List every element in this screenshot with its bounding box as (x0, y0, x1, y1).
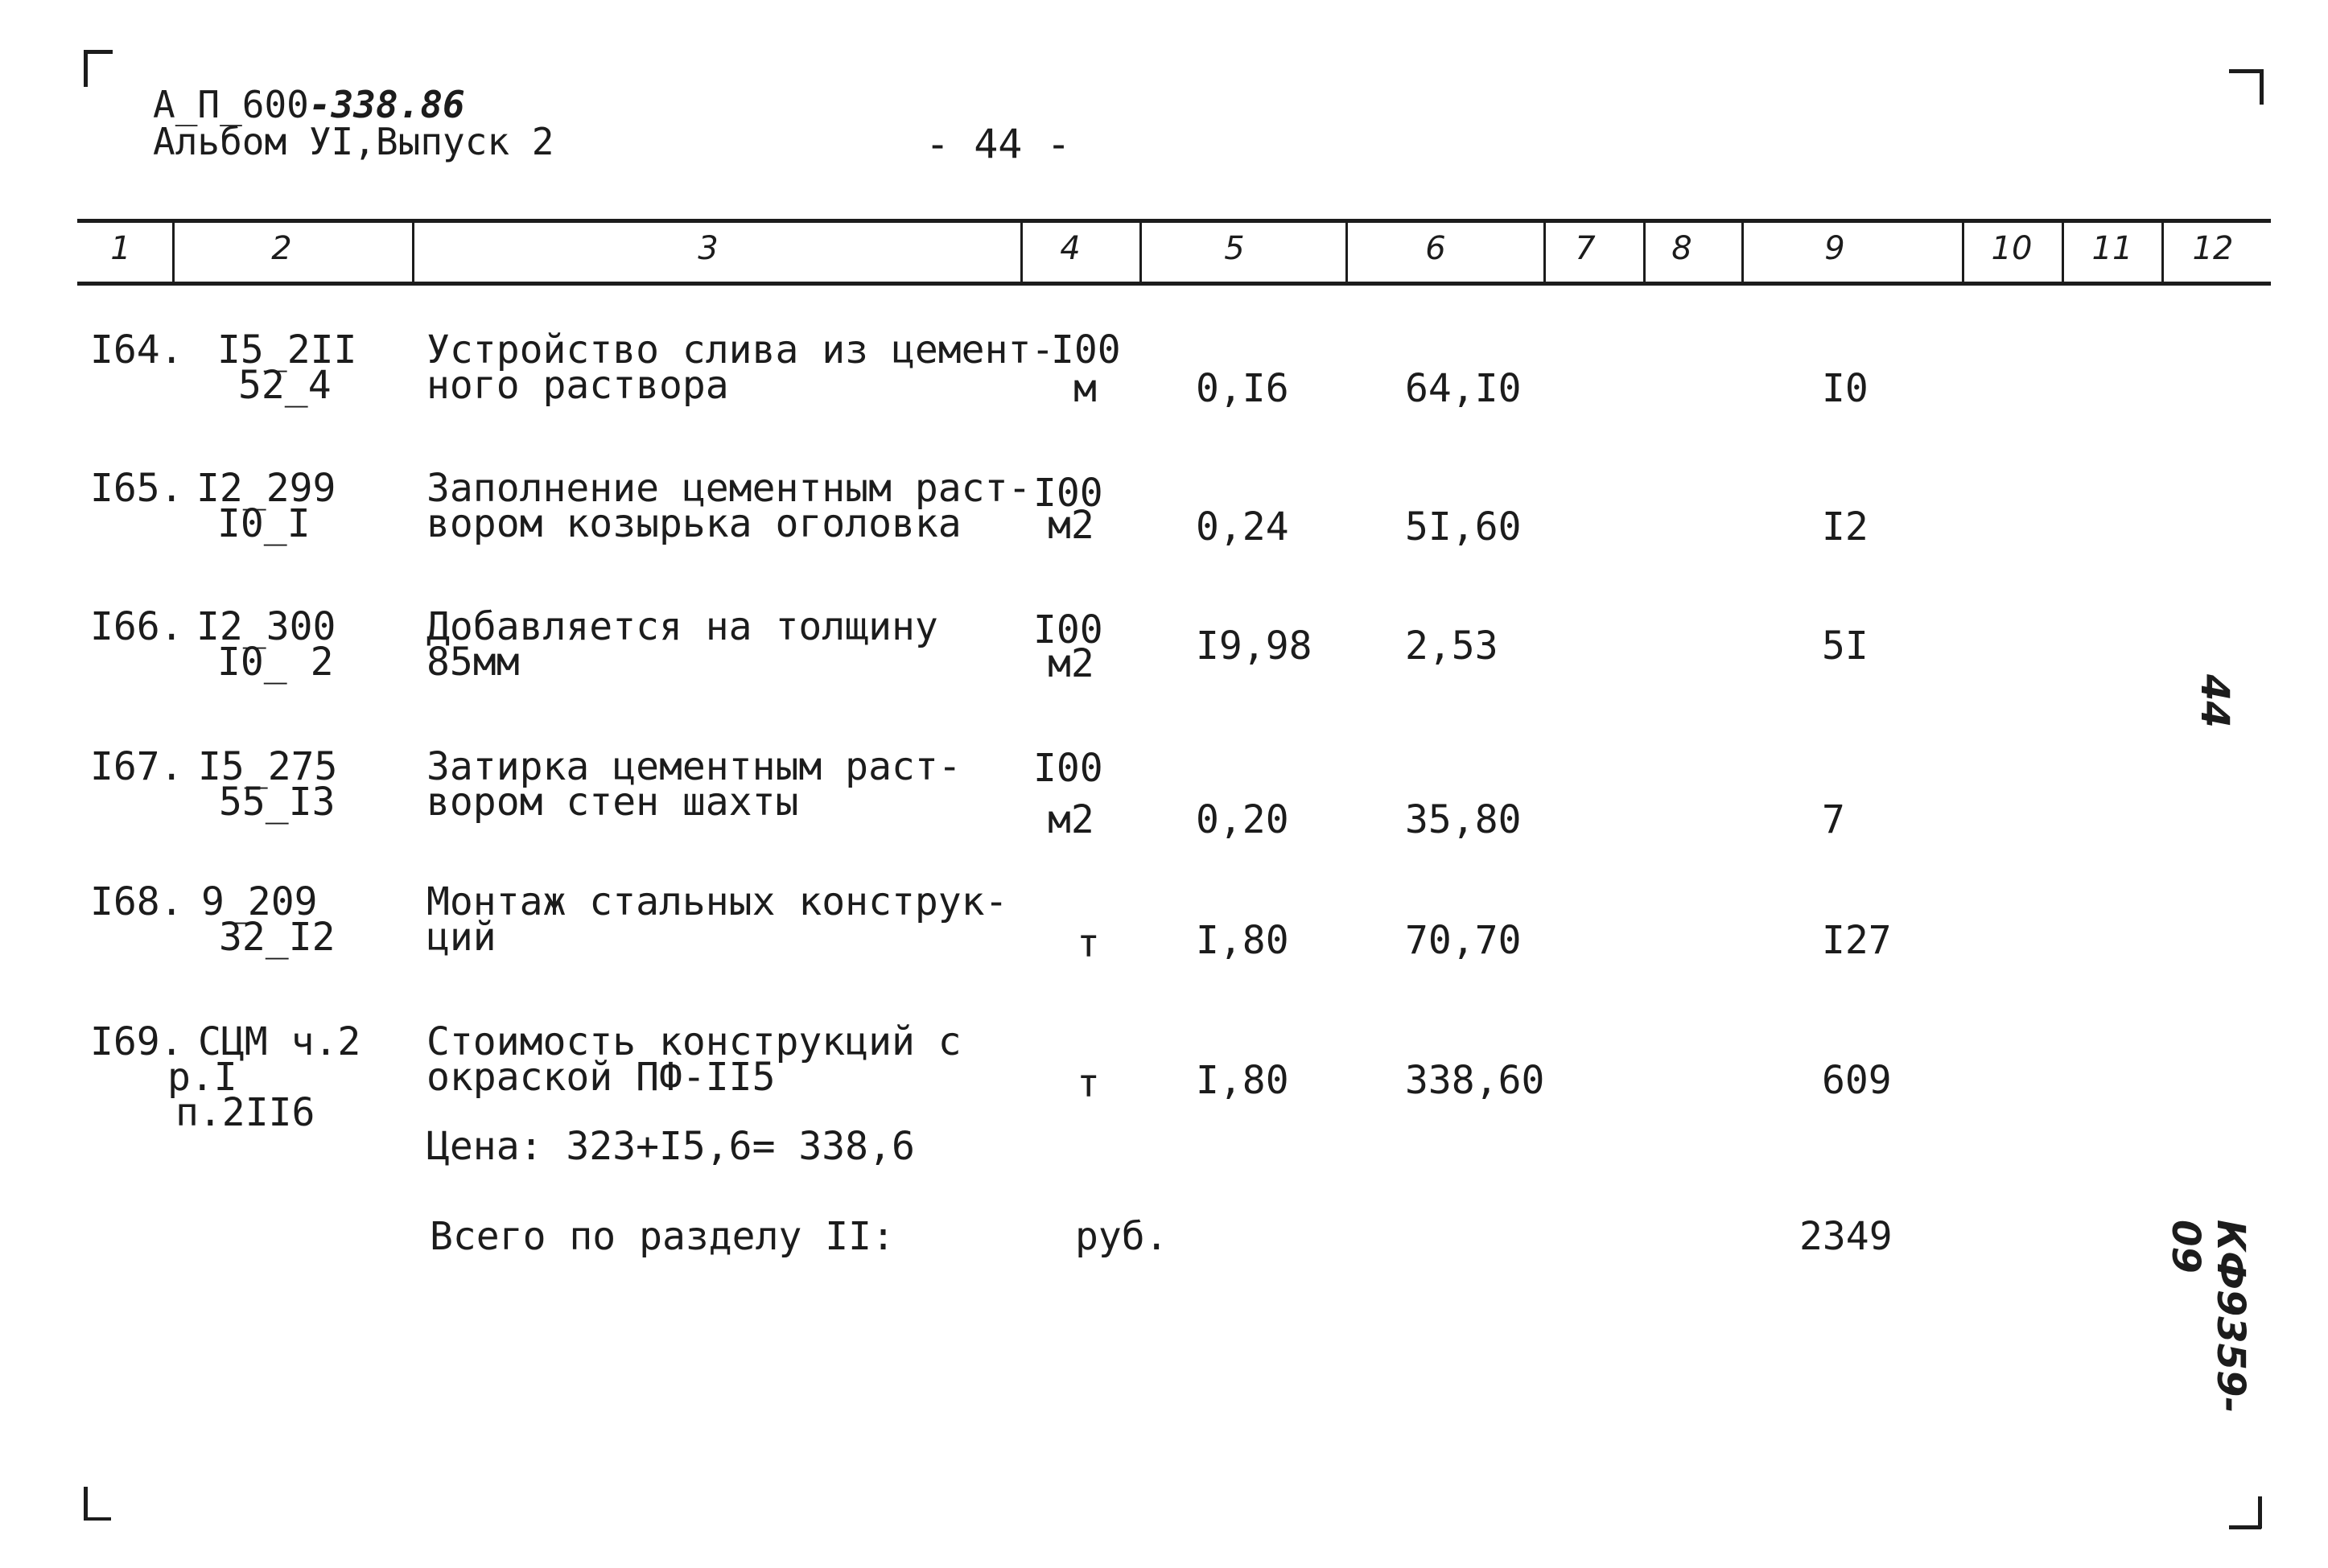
column-number: 8 (1671, 230, 1692, 267)
col-divider-8 (1741, 221, 1744, 286)
row-number: I64. (90, 327, 183, 372)
corner-mark-bottom-right-h (2229, 1525, 2261, 1529)
row-code-line: I2_299 (196, 466, 336, 511)
row-description-line: Заполнение цементным раст- (426, 466, 1032, 511)
corner-mark-top-left-h (84, 50, 113, 54)
document-code (153, 85, 465, 124)
corner-mark-bottom-left (84, 1487, 88, 1521)
document-code-handwritten: -338.86 (308, 83, 465, 126)
row-unit-line: I00 (1033, 607, 1103, 652)
row-total: 609 (1822, 1058, 1892, 1103)
row-unit-line: I00 (1051, 327, 1121, 372)
row-price: 5I,60 (1405, 504, 1522, 549)
col-divider-1 (172, 221, 175, 286)
row-quantity: I,80 (1196, 1058, 1289, 1103)
summary-total: 2349 (1799, 1214, 1893, 1259)
row-unit-line: т (1077, 921, 1100, 966)
row-code-line: I0_ 2 (217, 640, 334, 685)
row-unit-line: I00 (1033, 746, 1103, 791)
row-price: 2,53 (1405, 623, 1498, 669)
row-description-line: 85мм (426, 640, 520, 685)
column-number: 12 (2192, 230, 2234, 267)
row-description-line: ного раствора (426, 363, 729, 408)
row-description-line: Монтаж стальных конструк- (426, 879, 1008, 924)
row-unit-line: I00 (1033, 471, 1103, 516)
corner-mark-top-right (2260, 69, 2264, 105)
column-number: 7 (1575, 230, 1596, 267)
col-divider-5 (1345, 221, 1348, 286)
row-number: I69. (90, 1019, 183, 1064)
row-code-line: 55_I3 (219, 780, 336, 825)
row-number: I67. (90, 744, 183, 789)
row-code-line: I2_300 (196, 604, 336, 649)
row-code-line: СЦМ ч.2 (198, 1019, 361, 1064)
row-code-line: п.2II6 (175, 1090, 315, 1135)
row-price-note: Цена: 323+I5,6= 338,6 (426, 1124, 915, 1169)
col-divider-10 (2062, 221, 2064, 286)
row-unit-line: м2 (1048, 503, 1094, 548)
row-total: I0 (1822, 366, 1869, 411)
page-number: - 44 - (925, 121, 1071, 167)
col-divider-4 (1139, 221, 1142, 286)
row-code-line: 52_4 (238, 363, 332, 408)
column-number: 10 (1991, 230, 2033, 267)
table-header-top-rule (77, 219, 2271, 223)
row-price: 35,80 (1405, 797, 1522, 842)
row-price: 338,60 (1405, 1058, 1545, 1103)
row-description-line: вором стен шахты (426, 780, 799, 825)
row-unit-line: м2 (1048, 641, 1094, 686)
row-description-line: вором козырька оголовка (426, 501, 962, 546)
row-price: 64,I0 (1405, 366, 1522, 411)
row-unit-line: м (1073, 366, 1097, 411)
row-price: 70,70 (1405, 918, 1522, 963)
row-code-line: 9_209 (201, 879, 318, 924)
table-header-bottom-rule (77, 282, 2271, 286)
column-number: 9 (1824, 230, 1845, 267)
col-divider-6 (1543, 221, 1546, 286)
col-divider-7 (1643, 221, 1646, 286)
corner-mark-top-right-h (2229, 69, 2263, 73)
row-unit-line: м2 (1048, 797, 1094, 842)
column-number: 4 (1060, 230, 1081, 267)
column-number: 2 (271, 230, 292, 267)
row-quantity: I,80 (1196, 918, 1289, 963)
col-divider-2 (412, 221, 414, 286)
row-total: I27 (1822, 918, 1892, 963)
row-number: I65. (90, 466, 183, 511)
row-description-line: Добавляется на толщину (426, 604, 938, 649)
corner-mark-top-left (84, 50, 88, 87)
row-code-line: 32_I2 (219, 915, 336, 960)
summary-unit: руб. (1075, 1214, 1168, 1259)
column-number: 11 (2091, 230, 2133, 267)
row-description-line: окраской ПФ-II5 (426, 1055, 776, 1100)
summary-label: Всего по разделу II: (430, 1214, 895, 1259)
col-divider-3 (1020, 221, 1023, 286)
row-code-line: I5_275 (198, 744, 338, 789)
document-code-printed: А_П_600 (153, 83, 309, 126)
album-title: Альбом УI,Выпуск 2 (153, 120, 554, 163)
row-description-line: ций (426, 915, 497, 960)
row-quantity: 0,24 (1196, 504, 1289, 549)
column-number: 5 (1224, 230, 1245, 267)
row-total: 5I (1822, 623, 1869, 669)
row-code-line: р.I (167, 1055, 237, 1100)
row-quantity: 0,I6 (1196, 366, 1289, 411)
col-divider-9 (1962, 221, 1964, 286)
corner-mark-bottom-left-h (84, 1517, 111, 1521)
row-description-line: Затирка цементным раст- (426, 744, 962, 789)
row-total: 7 (1822, 797, 1845, 842)
row-description-line: Стоимость конструкций с (426, 1019, 962, 1064)
row-unit-line: т (1077, 1061, 1100, 1106)
column-number: 3 (698, 230, 719, 267)
corner-mark-bottom-right (2258, 1496, 2262, 1529)
row-number: I66. (90, 604, 183, 649)
row-description-line: Устройство слива из цемент- (426, 327, 1055, 372)
column-number: 1 (110, 230, 131, 267)
column-number: 6 (1425, 230, 1446, 267)
row-code-line: I5_2II (217, 327, 357, 372)
side-page-mark: 44 (2192, 674, 2237, 728)
row-code-line: I0_I (217, 501, 311, 546)
col-divider-11 (2161, 221, 2164, 286)
row-number: I68. (90, 879, 183, 924)
row-quantity: 0,20 (1196, 797, 1289, 842)
row-quantity: I9,98 (1196, 623, 1312, 669)
side-stamp: КФ9359-09 (2163, 1220, 2253, 1414)
row-total: I2 (1822, 504, 1869, 549)
